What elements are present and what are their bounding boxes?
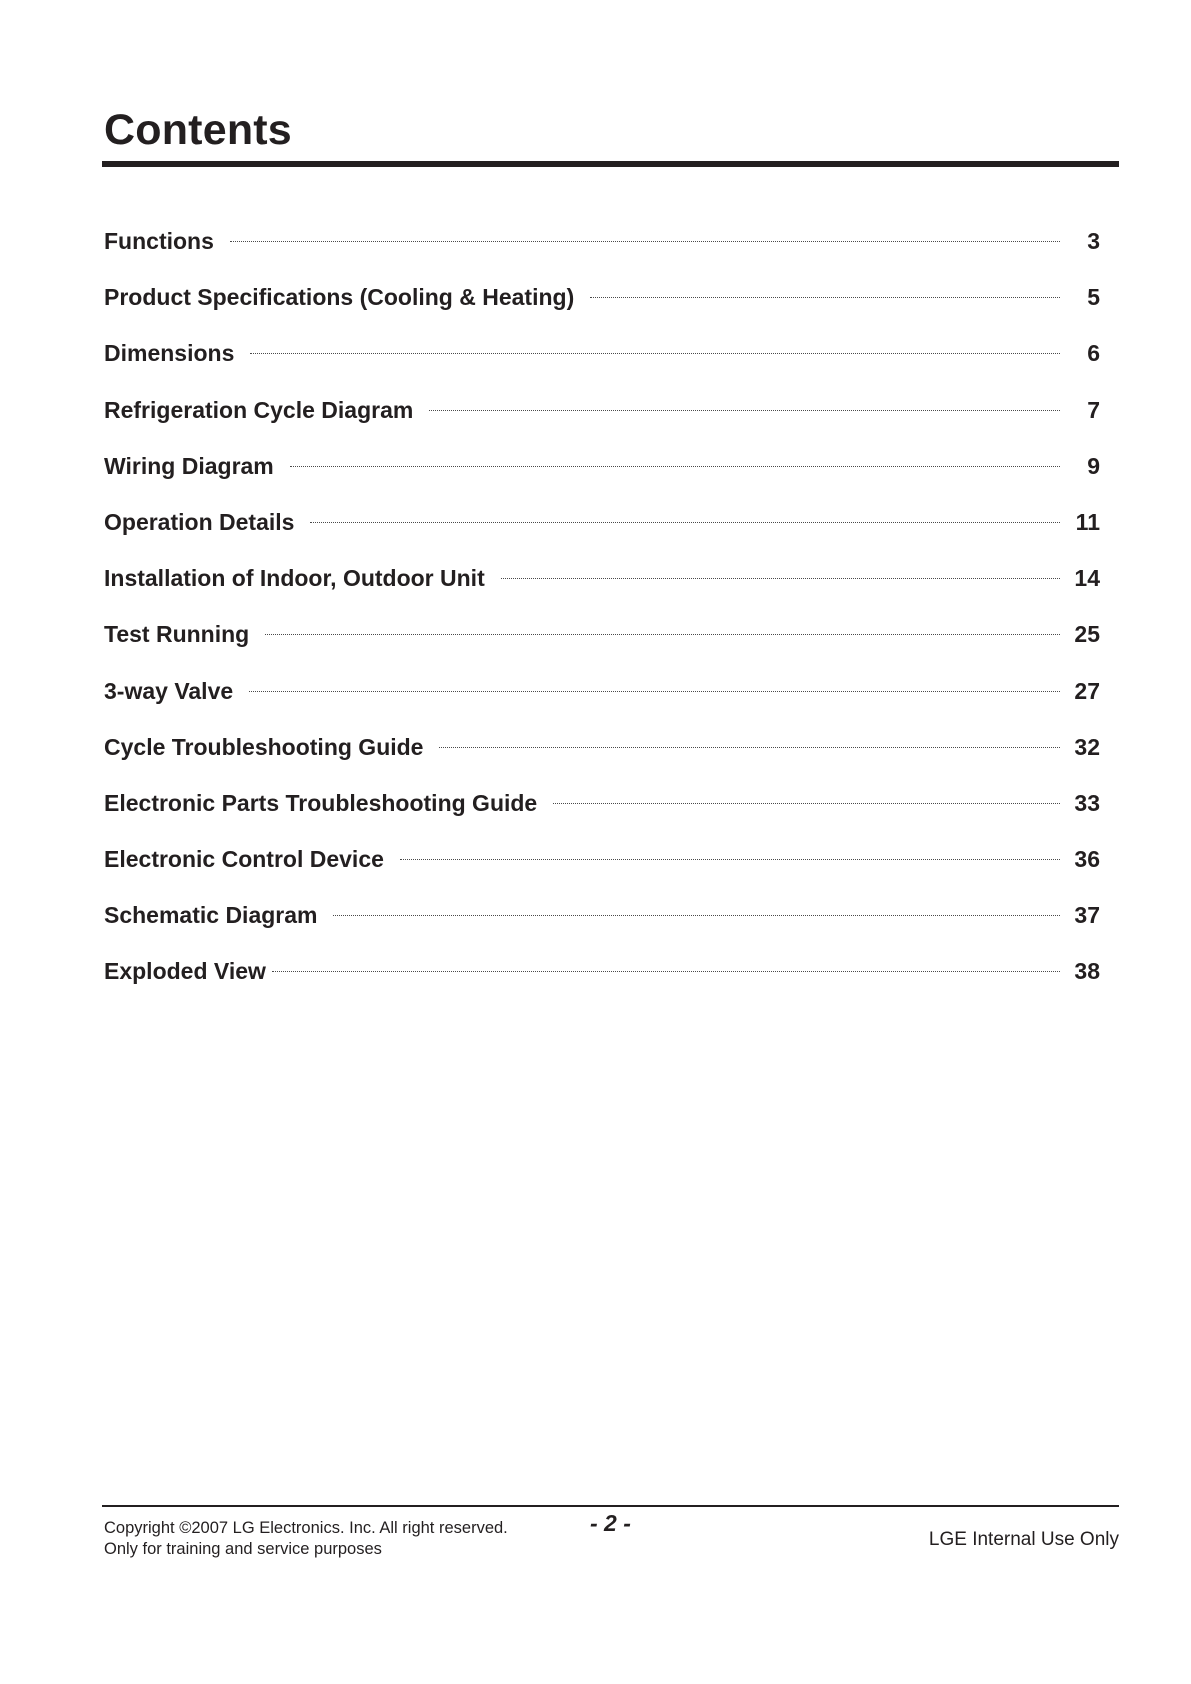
toc-entry-page: 32 — [1074, 733, 1100, 760]
title-divider — [102, 161, 1119, 167]
toc-entry-3-way-valve[interactable] — [104, 663, 1100, 719]
toc-entry-label: Refrigeration Cycle Diagram — [104, 396, 414, 423]
toc-entry-page: 38 — [1074, 958, 1100, 985]
toc-entry-page: 3 — [1087, 228, 1100, 254]
toc-entry-label: 3-way Valve — [104, 677, 234, 704]
toc-entry-label: Electronic Control Device — [104, 846, 384, 873]
internal-use-notice: LGE Internal Use Only — [928, 1529, 1119, 1550]
toc-entry-operation-details[interactable] — [104, 494, 1100, 550]
toc-entry-page: 33 — [1074, 789, 1100, 816]
toc-entry-label: Schematic Diagram — [104, 902, 318, 929]
toc-entry-label: Installation of Indoor, Outdoor Unit — [104, 565, 485, 592]
toc-entry-electronic-control-device[interactable] — [104, 831, 1100, 887]
table-of-contents — [104, 213, 1100, 1000]
toc-dot-leader — [250, 353, 1060, 354]
toc-entry-page: 27 — [1074, 677, 1100, 704]
toc-dot-leader — [272, 971, 1060, 972]
toc-entry-label: Dimensions — [104, 340, 235, 367]
toc-dot-leader — [249, 691, 1060, 692]
toc-entry-label: Wiring Diagram — [104, 452, 274, 479]
toc-entry-electronic-parts-troubleshooting-guide[interactable] — [104, 775, 1100, 831]
toc-dot-leader — [439, 747, 1060, 748]
toc-entry-dimensions[interactable] — [104, 325, 1100, 381]
toc-dot-leader — [290, 466, 1060, 467]
copyright-line: Copyright ©2007 LG Electronics. Inc. All right reserved. — [104, 1519, 508, 1537]
toc-entry-label: Operation Details — [104, 508, 295, 535]
page-title: Contents — [104, 106, 292, 154]
footer-copyright — [104, 1518, 508, 1560]
usage-notice-line: Only for training and service purposes — [104, 1540, 382, 1558]
toc-entry-installation[interactable] — [104, 550, 1100, 606]
toc-entry-label: Functions — [104, 228, 214, 254]
toc-dot-leader — [590, 297, 1060, 298]
toc-dot-leader — [230, 241, 1060, 242]
toc-dot-leader — [310, 522, 1060, 523]
toc-dot-leader — [333, 915, 1060, 916]
toc-entry-label: Product Specifications (Cooling & Heating) — [104, 284, 575, 311]
toc-entry-refrigeration-cycle-diagram[interactable] — [104, 382, 1100, 438]
toc-entry-test-running[interactable] — [104, 606, 1100, 662]
toc-entry-page: 14 — [1074, 565, 1100, 592]
toc-entry-label: Cycle Troubleshooting Guide — [104, 733, 424, 760]
toc-entry-page: 25 — [1074, 621, 1100, 648]
toc-entry-product-specifications[interactable] — [104, 269, 1100, 325]
toc-entry-page: 9 — [1087, 452, 1100, 479]
toc-entry-page: 37 — [1074, 902, 1100, 929]
toc-dot-leader — [553, 803, 1060, 804]
toc-entry-schematic-diagram[interactable] — [104, 887, 1100, 943]
toc-entry-page: 7 — [1087, 396, 1100, 423]
toc-dot-leader — [501, 578, 1060, 579]
toc-entry-page: 36 — [1074, 846, 1100, 873]
toc-dot-leader — [400, 859, 1060, 860]
toc-entry-label: Electronic Parts Troubleshooting Guide — [104, 789, 538, 816]
toc-entry-page: 11 — [1075, 508, 1100, 535]
toc-entry-wiring-diagram[interactable] — [104, 438, 1100, 494]
toc-entry-page: 5 — [1087, 284, 1100, 311]
toc-dot-leader — [265, 634, 1060, 635]
toc-entry-label: Exploded View — [104, 958, 266, 985]
toc-entry-cycle-troubleshooting-guide[interactable] — [104, 719, 1100, 775]
toc-entry-page: 6 — [1087, 340, 1100, 367]
toc-entry-exploded-view[interactable] — [104, 943, 1100, 999]
toc-entry-label: Test Running — [104, 621, 250, 648]
footer-divider — [102, 1505, 1119, 1507]
toc-entry-functions[interactable] — [104, 213, 1100, 269]
page-number: - 2 - — [590, 1510, 631, 1536]
toc-dot-leader — [429, 410, 1060, 411]
